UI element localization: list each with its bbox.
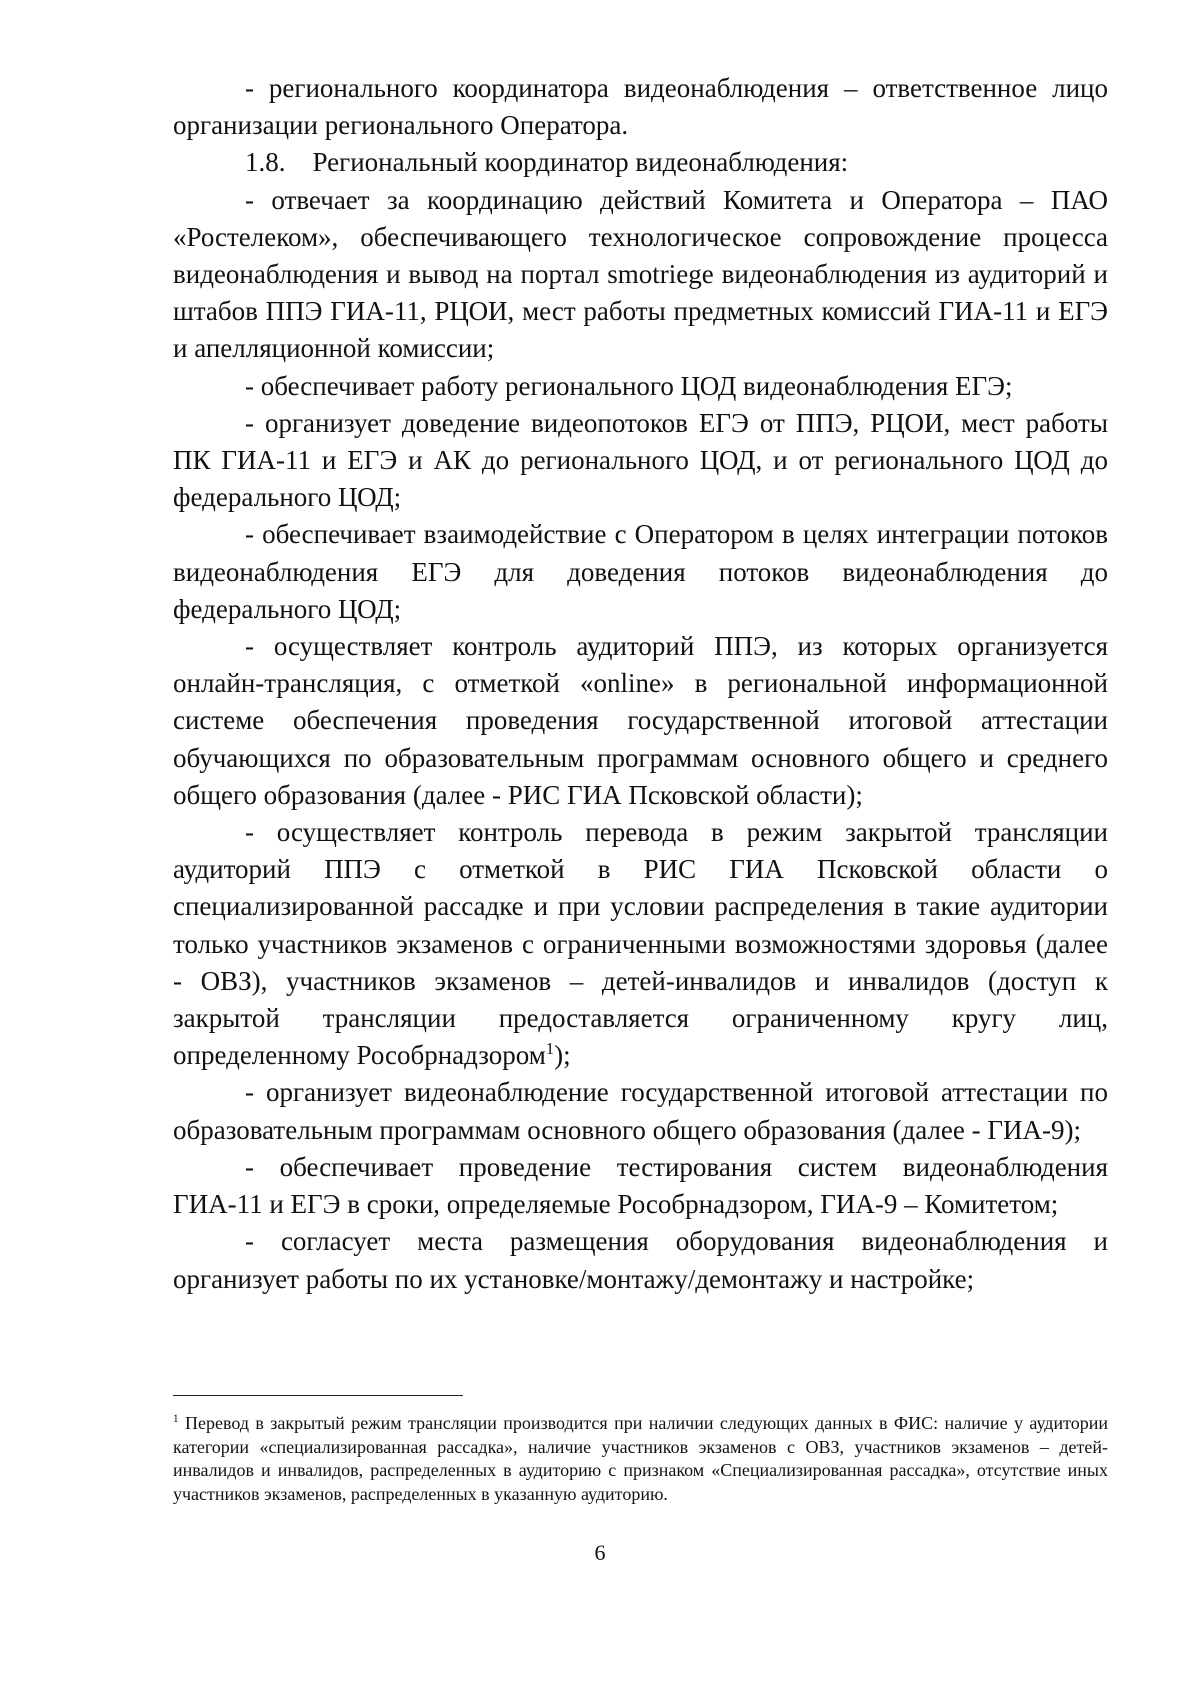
paragraph-regional-data-center: - обеспечивает работу регионального ЦОД видеонаблюдения ЕГЭ; [245, 370, 1013, 401]
paragraph-video-streams: - организует доведение видеопотоков ЕГЭ от ППЭ, РЦОИ, мест работы ПК ГИА-11 и ЕГЭ и АК до регионального ЦОД, и от регионального ЦОД до федерального ЦОД; [173, 407, 1108, 513]
footnote-reference: 1 [545, 1039, 555, 1059]
footnote [173, 1412, 1108, 1506]
page-number: 6 [594, 1540, 606, 1565]
paragraph-system-testing: - обеспечивает проведение тестирования систем видеонаблюдения ГИА-11 и ЕГЭ в сроки, определяемые Рособрнадзором, ГИА-9 – Комитетом; [173, 1151, 1108, 1220]
paragraph-regional-coordinator-definition: - регионального координатора видеонаблюдения – ответственное лицо организации регионального Оператора. [173, 73, 1108, 141]
footnote-text: Перевод в закрытый режим трансляции производится при наличии следующих данных в ФИС: наличие у аудитории категории «специализированная рассадка», наличие участников экзаменов с ОВЗ, участников экзаменов – детей-инвалидов и инвалидов, распределенных в аудиторию с признаком «Специализированная рассадка», отсутствие иных участников экзаменов, распределенных в указанную аудиторию. [173, 1413, 1108, 1504]
paragraph-operator-interaction: - обеспечивает взаимодействие с Оператором в целях интеграции потоков видеонаблюдения ЕГЭ для доведения потоков видеонаблюдения до федерального ЦОД; [173, 519, 1108, 624]
paragraph-equipment-placement: - согласует места размещения оборудования видеонаблюдения и организует работы по их установке/монтажу/демонтажу и настройке; [173, 1226, 1108, 1294]
footnote-marker: 1 [173, 1413, 179, 1425]
paragraph-coordination-duty: - отвечает за координацию действий Комитета и Оператора – ПАО «Ростелеком», обеспечивающего технологическое сопровождение процесса видеонаблюдения и вывод на портал smotriege видеонаблюдения из аудиторий и штабов ППЭ ГИА-11, РЦОИ, мест работы предметных комиссий ГИА-11 и ЕГЭ и апелляционной комиссии; [173, 184, 1108, 364]
paragraph-closed-broadcast-control [173, 814, 1108, 1074]
footnote-separator [173, 1395, 463, 1396]
closed-broadcast-text: - осуществляет контроль перевода в режим закрытой трансляции аудиторий ППЭ с отметкой в РИС ГИА Псковской области о специализированной рассадке и при условии распределения в такие аудитории только участников экзаменов с ограниченными возможностями здоровья (далее - ОВЗ), участников экзаменов – детей-инвалидов и инвалидов (доступ к закрытой трансляции предоставляется ограниченному кругу лиц, определенному Рособрнадзором [173, 817, 1108, 1071]
paragraph-gia9-surveillance: - организует видеонаблюдение государственной итоговой аттестации по образовательным программам основного общего образования (далее - ГИА-9); [173, 1077, 1108, 1145]
closed-broadcast-tail: ); [554, 1040, 571, 1071]
section-heading-1-8: 1.8. Региональный координатор видеонаблюдения: [245, 147, 849, 178]
paragraph-online-control: - осуществляет контроль аудиторий ППЭ, из которых организуется онлайн-трансляция, с отметкой «online» в региональной информационной системе обеспечения проведения государственной итоговой аттестации обучающихся по образовательным программам основного общего и среднего общего образования (далее - РИС ГИА Псковской области); [173, 631, 1108, 810]
document-body [173, 70, 1108, 1298]
